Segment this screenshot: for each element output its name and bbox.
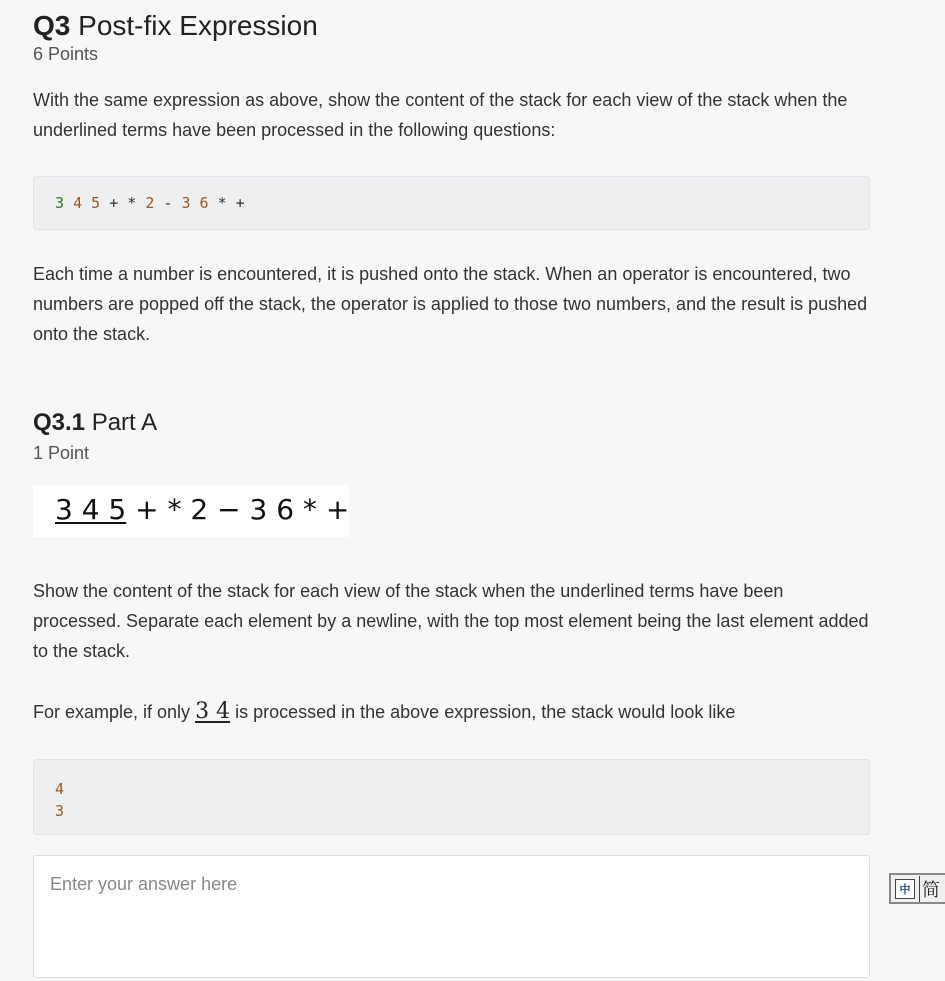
- expr-token: 4: [73, 194, 83, 212]
- example-sentence: [33, 697, 873, 727]
- stack-element: 3: [55, 802, 65, 820]
- expr-token: *: [217, 194, 227, 212]
- expr-underlined-terms: 3 4 5: [55, 493, 127, 526]
- expr-token: *: [127, 194, 137, 212]
- expr-token: +: [109, 194, 119, 212]
- expr-token: 5: [91, 194, 101, 212]
- example-prefix: For example, if only: [33, 702, 196, 722]
- part-instructions: Show the content of the stack for each view of the stack when the underlined terms have been processed. Separate each element by a newline, with the top most element being the last element added to the stack.: [33, 581, 869, 661]
- expression-code-block: [33, 176, 870, 230]
- expr-token: -: [163, 194, 173, 212]
- part-title-text: Part A: [91, 409, 158, 436]
- example-math: 3 4: [195, 699, 231, 724]
- expr-token: 6: [199, 194, 209, 212]
- question-title: [33, 10, 318, 42]
- expr-token: 3: [55, 194, 65, 212]
- answer-input[interactable]: [33, 855, 870, 978]
- ime-logo-icon[interactable]: 中: [895, 879, 915, 899]
- question-number: Q3: [33, 10, 71, 41]
- expression-image: [33, 485, 349, 537]
- question-title-text: Post-fix Expression: [78, 10, 318, 41]
- ime-toolbar[interactable]: [889, 873, 945, 904]
- part-title: [33, 409, 157, 437]
- stack-element: 4: [55, 780, 65, 798]
- ime-simplified-toggle[interactable]: 简: [919, 876, 940, 902]
- question-intro: With the same expression as above, show the content of the stack for each view of the stack when the underlined terms have been processed in the following questions:: [33, 90, 848, 140]
- part-number: Q3.1: [33, 409, 86, 436]
- expr-token: +: [235, 194, 245, 212]
- question-points: 6 Points: [33, 44, 99, 64]
- example-stack-block: [33, 759, 870, 835]
- expr-token: 3: [181, 194, 191, 212]
- part-points: 1 Point: [33, 443, 90, 463]
- expr-token: 2: [145, 194, 155, 212]
- example-suffix: is processed in the above expression, the stack would look like: [230, 702, 736, 722]
- question-explanation: Each time a number is encountered, it is pushed onto the stack. When an operator is encountered, two numbers are popped off the stack, the operator is applied to those two numbers, and the result is pushed onto the stack.: [33, 264, 868, 344]
- expr-remaining-terms: + * 2 − 3 6 * +: [126, 493, 350, 526]
